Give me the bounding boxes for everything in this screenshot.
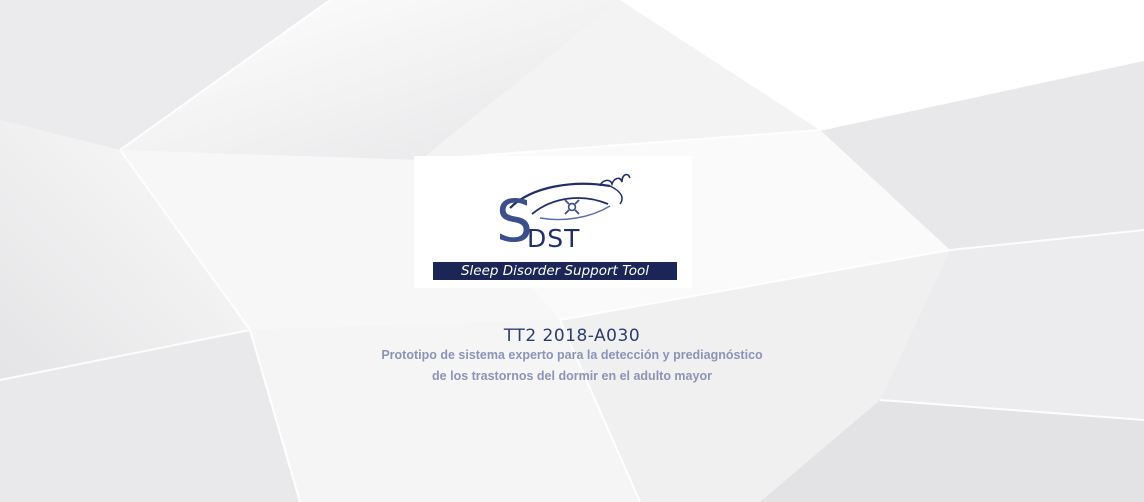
project-code: TT2 2018-A030 (503, 326, 641, 346)
project-description-line1: Prototipo de sistema experto para la detección y prediagnóstico (381, 348, 763, 362)
logo-letters: DST (527, 224, 581, 253)
sdst-logo (414, 156, 692, 288)
logo-banner: Sleep Disorder Support Tool (433, 262, 677, 280)
project-description-line2: de los trastornos del dormir en el adulto mayor (432, 369, 712, 383)
logo-initial: S (496, 187, 533, 255)
